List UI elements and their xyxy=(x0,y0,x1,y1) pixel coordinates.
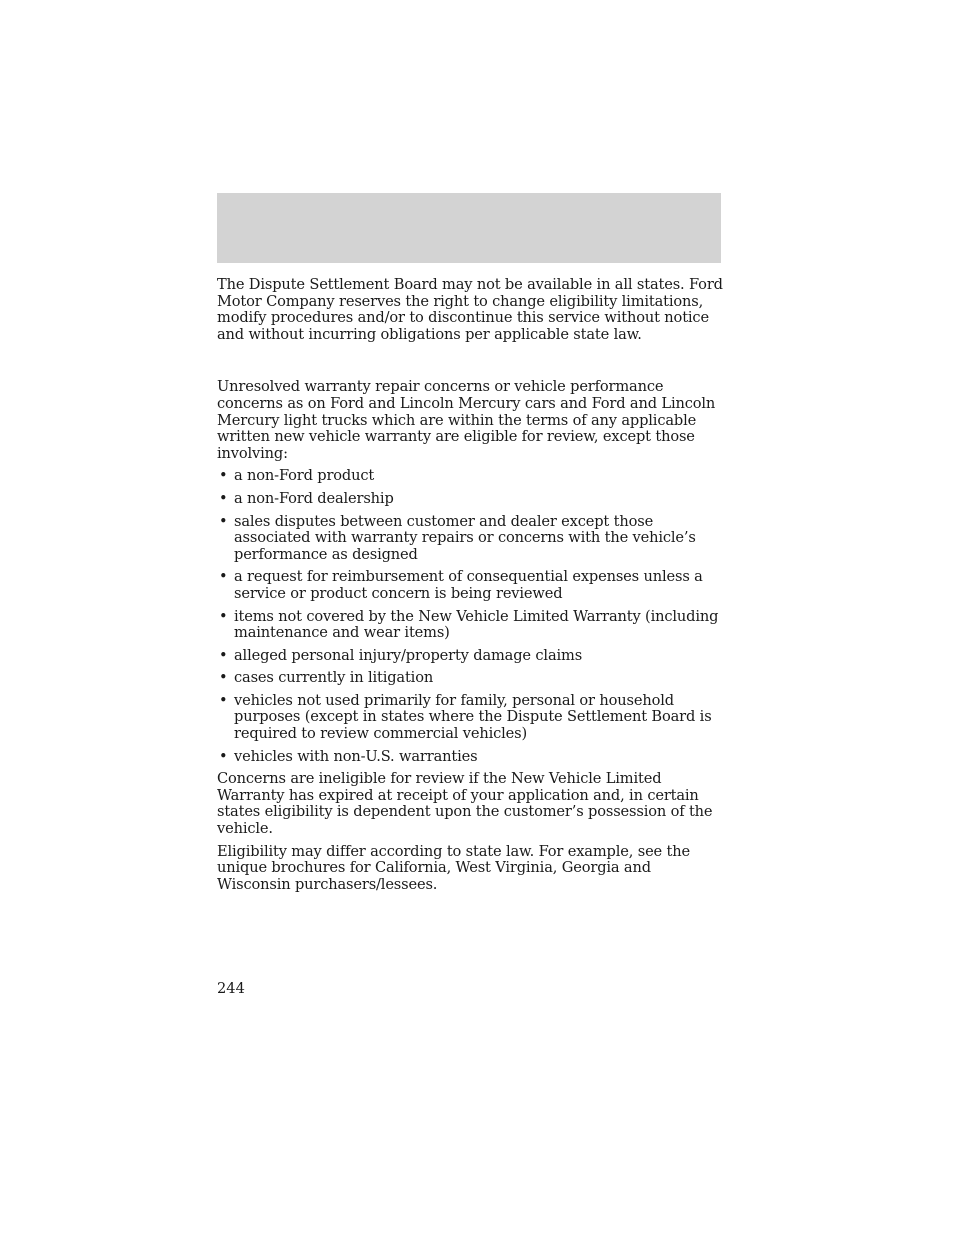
bullet-icon: • xyxy=(219,747,228,765)
list-item xyxy=(217,648,727,665)
bullet-icon: • xyxy=(219,691,228,709)
bullet-icon: • xyxy=(219,489,228,507)
list-item-text: a non-Ford product xyxy=(234,467,375,485)
list-item-text: a request for reimbursement of consequential expenses unless a service or product concern is being reviewed xyxy=(234,568,703,602)
list-item-text: vehicles not used primarily for family, personal or household purposes (except in states where the Dispute Settlement Board is required to review commercial vehicles) xyxy=(234,691,712,743)
bullet-icon: • xyxy=(219,467,228,485)
list-item-text: sales disputes between customer and dealer except those associated with warranty repairs or concerns with the vehicle’s performance as designed xyxy=(234,512,696,563)
list-item xyxy=(217,693,727,743)
list-item-text: a non-Ford dealership xyxy=(234,489,394,507)
bullet-icon: • xyxy=(219,568,228,586)
list-item xyxy=(217,514,727,564)
bullet-icon: • xyxy=(219,646,228,664)
eligibility-intro-paragraph: Unresolved warranty repair concerns or vehicle performance concerns as on Ford and Lincoln Mercury cars and Ford and Lincoln Mercury light trucks which are within the terms of any applicable written new vehicle warranty are eligible for review, except those involving: xyxy=(217,378,716,462)
ineligibility-paragraph: Concerns are ineligible for review if the New Vehicle Limited Warranty has expired at receipt of your application and, in certain states eligibility is dependent upon the customer’s possession of the vehicle. xyxy=(217,770,713,838)
list-item-text: items not covered by the New Vehicle Limited Warranty (including maintenance and wear items) xyxy=(234,607,719,642)
list-item xyxy=(217,609,727,642)
list-item-text: vehicles with non-U.S. warranties xyxy=(234,747,478,765)
list-item-text: alleged personal injury/property damage claims xyxy=(234,646,583,664)
list-item xyxy=(217,749,727,766)
list-item xyxy=(217,491,727,508)
bullet-icon: • xyxy=(219,512,228,530)
list-item-text: cases currently in litigation xyxy=(234,669,434,687)
bullet-icon: • xyxy=(219,669,228,687)
page-number: 244 xyxy=(217,980,245,997)
list-item xyxy=(217,569,727,602)
list-item xyxy=(217,468,727,485)
bullet-icon: • xyxy=(219,607,228,625)
state-law-paragraph: Eligibility may differ according to state law. For example, see the unique brochures for California, West Virginia, Georgia and Wisconsin purchasers/lessees. xyxy=(217,842,690,893)
list-item xyxy=(217,670,727,687)
page-body xyxy=(217,277,727,893)
exclusions-list xyxy=(217,468,727,765)
section-header-band xyxy=(217,193,721,263)
availability-paragraph: The Dispute Settlement Board may not be available in all states. Ford Motor Company reserves the right to change eligibility limitations, modify procedures and/or to discontinue this service without notice and without incurring obligations per applicable state law. xyxy=(217,276,723,343)
